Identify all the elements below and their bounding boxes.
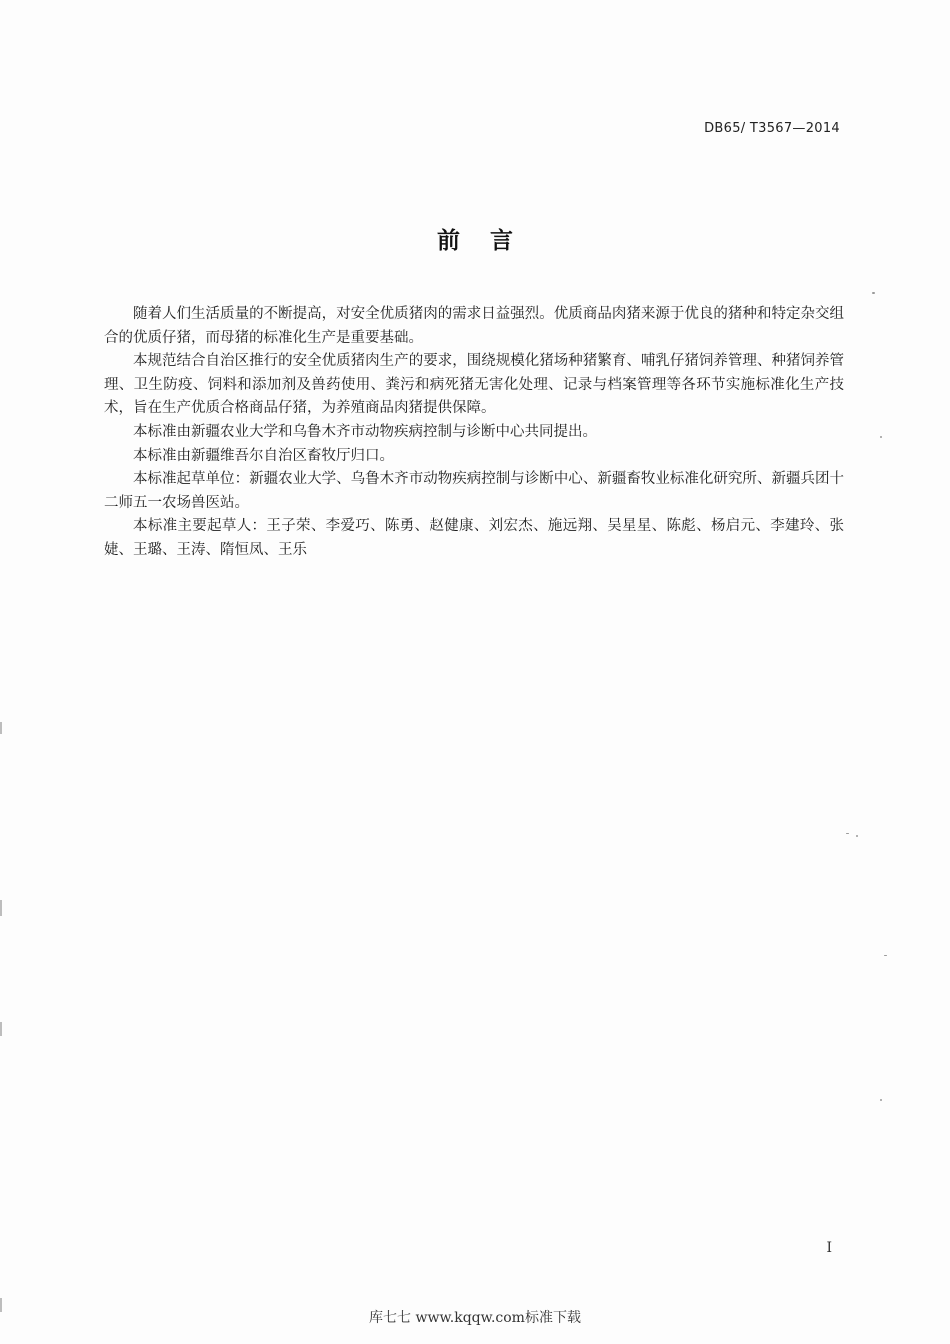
- scan-speck: [872, 292, 875, 294]
- scan-speck: [880, 1099, 882, 1101]
- scan-edge-mark: [0, 1298, 2, 1312]
- scan-edge-mark: [0, 1022, 2, 1036]
- site-watermark: 库七七 www.kqqw.com标准下载: [369, 1310, 581, 1326]
- paragraph-proposer: 本标准由新疆农业大学和乌鲁木齐市动物疾病控制与诊断中心共同提出。: [133, 423, 597, 440]
- title-char-2: 言: [490, 228, 513, 254]
- paragraph-scope: 本规范结合自治区推行的安全优质猪肉生产的要求，围绕规模化猪场种猪繁育、哺乳仔猪饲养管理、种猪饲养管理、卫生防疫、饲料和添加剂及兽药使用、粪污和病死猪无害化处理、记录与档案管理等各环节实施标准化生产技术，旨在生产优质合格商品仔猪，为养殖商品肉猪提供保障。: [104, 353, 844, 417]
- paragraph-administrator: 本标准由新疆维吾尔自治区畜牧厅归口。: [133, 447, 394, 464]
- page-number: I: [826, 1240, 832, 1256]
- foreword-body: [104, 303, 844, 563]
- page-title: [0, 222, 950, 255]
- scan-edge-mark: [0, 722, 2, 734]
- standard-code: DB65/ T3567—2014: [704, 121, 840, 136]
- scan-speck: [884, 955, 887, 956]
- scan-speck: [856, 835, 858, 837]
- scan-edge-mark: [0, 900, 2, 916]
- title-char-1: 前: [437, 228, 460, 254]
- paragraph-drafters: 本标准主要起草人：王子荣、李爱巧、陈勇、赵健康、刘宏杰、施远翔、吴星星、陈彪、杨启元、李建玲、张婕、王璐、王涛、隋恒凤、王乐: [104, 518, 844, 558]
- paragraph-drafting-units: 本标准起草单位：新疆农业大学、乌鲁木齐市动物疾病控制与诊断中心、新疆畜牧业标准化研究所、新疆兵团十二师五一农场兽医站。: [104, 471, 844, 511]
- scan-speck: [846, 833, 849, 834]
- paragraph-background: 随着人们生活质量的不断提高，对安全优质猪肉的需求日益强烈。优质商品肉猪来源于优良的猪种和特定杂交组合的优质仔猪，而母猪的标准化生产是重要基础。: [104, 306, 844, 346]
- scan-speck: [880, 436, 882, 438]
